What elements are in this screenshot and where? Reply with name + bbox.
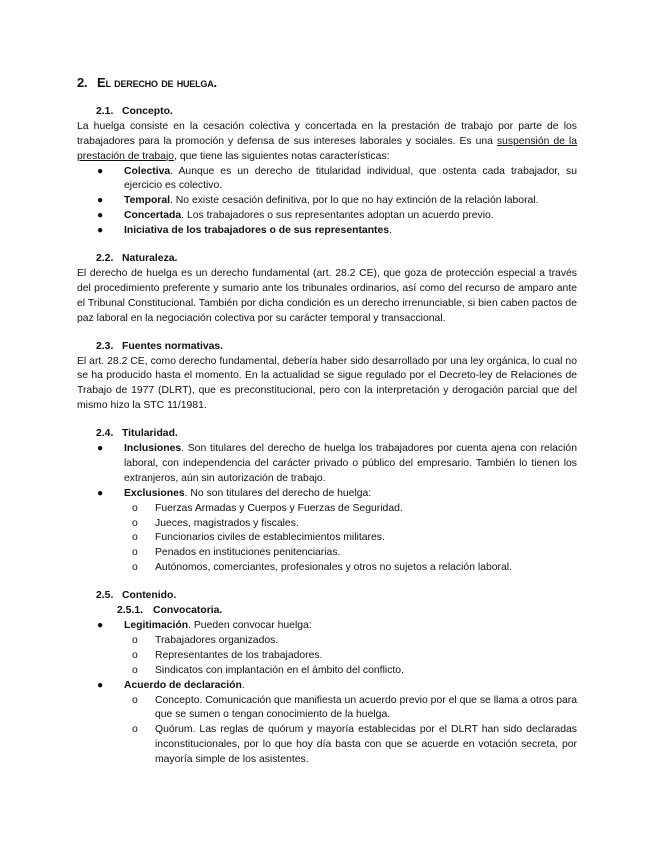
underlined-term: suspensión de la prestación de trabajo (77, 135, 577, 162)
document-page (77, 76, 577, 768)
list-item: o Quórum. Las reglas de quórum y mayoría establecidas por el DLRT han sido declaradas inconstitucionales, por lo que hoy día basta con que se acuerde en votación secreta, por mayoría simple de los asistentes. (132, 724, 577, 766)
list-item: ● Exclusiones. No son titulares del derecho de huelga: (77, 487, 577, 502)
section-heading (77, 76, 577, 91)
list-item: ● Temporal. No existe cesación definitiva, por lo que no hay extinción de la relación laboral. (77, 194, 577, 209)
list-item: o Jueces, magistrados y fiscales. (77, 517, 577, 532)
list-item: ● Inclusiones. Son titulares del derecho de huelga los trabajadores por cuenta ajena con relación laboral, con independencia del carácter privado o público del empresario. También lo tienen los extranjeros, aún sin autorización de trabajo. (97, 443, 577, 484)
circle-bullet-icon: o (132, 532, 138, 544)
subsection-heading-contenido: 2.5. Contenido. (96, 590, 177, 602)
subsection-heading-fuentes: 2.3. Fuentes normativas. (96, 340, 224, 352)
bullet-icon: ● (97, 443, 104, 455)
section-number: 2. (77, 75, 88, 90)
list-item: ● Concertada. Los trabajadores o sus representantes adoptan un acuerdo previo. (77, 209, 577, 224)
bullet-icon: ● (97, 195, 104, 207)
circle-bullet-icon: o (132, 562, 138, 574)
circle-bullet-icon: o (132, 634, 138, 646)
list-item: o Concepto. Comunicación que manifiesta un acuerdo previo por el que se llama a otros para que se sumen o tengan conocimiento de la huelga. (132, 694, 577, 721)
section-title: El derecho de huelga. (97, 75, 217, 90)
circle-bullet-icon: o (132, 649, 138, 661)
bullet-icon: ● (97, 165, 104, 177)
paragraph-fuentes: El art. 28.2 CE, como derecho fundamental, debería haber sido desarrollado por una ley orgánica, lo cual no se ha producido hasta el momento. En la actualidad se sigue regulado por el Decreto-ley de Relaciones de Trabajo de 1977 (DLRT), que es preconstitucional, pero con la interpretación y derogación parcial que del mismo hizo la STC 11/1981. (77, 355, 577, 412)
list-item: o Representantes de los trabajadores. (77, 649, 577, 664)
subsection-number: 2.1. (96, 105, 114, 117)
list-item: ● Iniciativa de los trabajadores o de sus representantes. (77, 224, 577, 239)
acuerdo-sublist (77, 694, 577, 769)
bullet-icon: ● (97, 679, 104, 691)
subsection-heading-naturaleza: 2.2. Naturaleza. (96, 253, 178, 265)
subsection-heading-concepto (96, 105, 577, 120)
circle-bullet-icon: o (132, 694, 138, 706)
list-item: o Autónomos, comerciantes, profesionales y otros no sujetos a relación laboral. (77, 561, 577, 576)
list-item: ● Colectiva. Aunque es un derecho de titularidad individual, que ostenta cada trabajador, su ejercicio es colectivo. (97, 165, 577, 192)
list-item: o Trabajadores organizados. (77, 634, 577, 649)
bullet-icon: ● (97, 210, 104, 222)
contenido-list (77, 619, 577, 634)
list-item: o Sindicatos con implantación en el ámbito del conflicto. (77, 664, 577, 679)
circle-bullet-icon: o (132, 547, 138, 559)
circle-bullet-icon: o (132, 517, 138, 529)
paragraph-concepto: La huelga consiste en la cesación colectiva y concertada en la prestación de trabajo por parte de los trabajadores para la promoción y defensa de sus intereses laborales y sociales. Es una suspensión de la prestación de trabajo, que tiene las siguientes notas características: (77, 120, 577, 162)
list-item: o Funcionarios civiles de establecimientos militares. (77, 531, 577, 546)
legitimacion-list (77, 634, 577, 679)
exclusions-list (77, 502, 577, 577)
bullet-icon: ● (97, 225, 104, 237)
bullet-icon: ● (97, 620, 104, 631)
list-item: ● Acuerdo de declaración. (77, 679, 577, 694)
subsubsection-heading-convocatoria: 2.5.1. Convocatoria. (117, 605, 223, 617)
subsection-title: Concepto. (122, 105, 173, 117)
list-item: o Fuerzas Armadas y Cuerpos y Fuerzas de Seguridad. (77, 502, 577, 517)
list-item: ● Legitimación. Pueden convocar huelga: (77, 619, 577, 634)
circle-bullet-icon: o (132, 724, 138, 736)
circle-bullet-icon: o (132, 502, 138, 514)
bullet-icon: ● (97, 487, 104, 499)
paragraph-naturaleza: El derecho de huelga es un derecho fundamental (art. 28.2 CE), que goza de protección especial a través del procedimiento preferente y sumario ante los tribunales ordinarios, así como del recurso de amparo ante el Tribunal Constitucional. También por dicha condición es un derecho irrenunciable, si bien caben pactos de paz laboral en la negociación colectiva por su carácter temporal y transaccional. (77, 267, 577, 324)
acuerdo-list (77, 679, 577, 694)
titularidad-list (77, 442, 577, 502)
list-item: o Penados en instituciones penitenciarias. (77, 546, 577, 561)
subsection-heading-titularidad: 2.4. Titularidad. (96, 428, 178, 440)
circle-bullet-icon: o (132, 664, 138, 676)
characteristics-list (77, 165, 577, 240)
